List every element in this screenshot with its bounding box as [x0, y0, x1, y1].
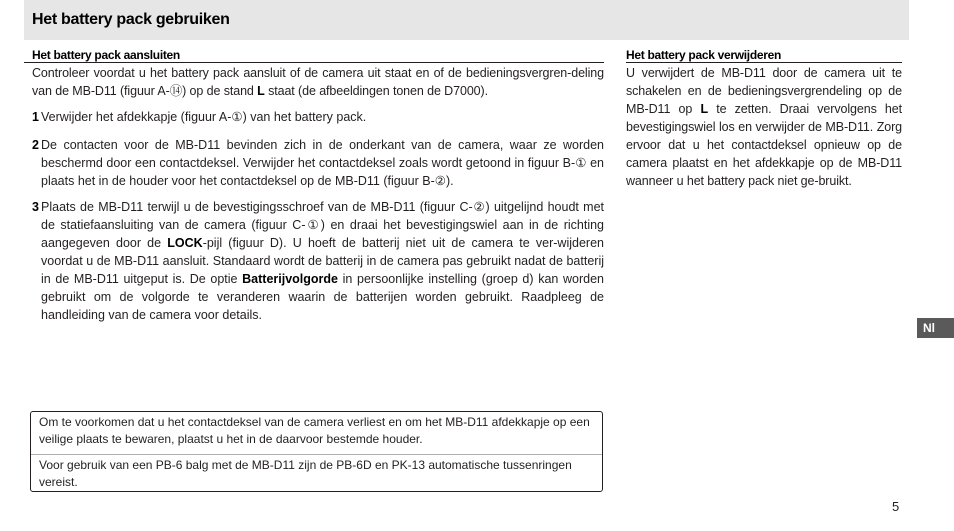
attach-intro-text-c: staat (de afbeeldingen tonen de D7000). — [264, 84, 488, 98]
page-number: 5 — [892, 499, 900, 514]
step-3 — [32, 198, 604, 324]
step-2-number: 2 — [32, 138, 39, 152]
attach-heading: Het battery pack aansluiten — [32, 48, 180, 62]
step-2-text: De contacten voor de MB-D11 bevinden zich in de onderkant van de camera, waar ze worden beschermd door een contactdeksel. Verwijder het contactdeksel zoals wordt getoond in figuur B-① en plaats het in de houder voor het contactdeksel op de MB-D11 (figuur B-②). — [41, 138, 604, 188]
step-3-text-a: Plaats de MB-D11 terwijl u de bevestigingsschroef van de MB-D11 (figuur C-②) uitgelijnd houdt met de statiefaansluiting van de camera (figuur C-①) en draai het bevestigingswiel aan in de richting aangegeven door de — [41, 200, 604, 250]
battery-order-option: Batterijvolgorde — [242, 272, 338, 286]
step-3-text-b: -pijl (figuur D). U hoeft de batterij niet uit de camera te ver-wijderen voordat u de MB-D11 aansluit. Standaard wordt de batterij in de camera pas gebruikt nadat de batterij in de MB-D11 uitgeput is. De optie — [41, 236, 604, 286]
remove-text-c: te zetten. Draai vervolgens het bevestigingswiel los en verwijder de MB-D11. Zorg ervoor dat u het contactdeksel opnieuw op de camera plaatst en het afdekkapje op de MB-D11 wanneer u het battery pack niet ge-bruikt. — [626, 102, 903, 188]
step-1-text: Verwijder het afdekkapje (figuur A-①) van het battery pack. — [41, 110, 367, 124]
remove-text-a: U verwijdert de MB-D11 door de camera uit te schakelen en de bedieningsvergrendeling op de MB-D11 op — [626, 66, 902, 116]
lock-label: LOCK — [167, 236, 203, 250]
step-1-number: 1 — [32, 110, 39, 124]
remove-heading: Het battery pack verwijderen — [626, 48, 782, 62]
note-box — [30, 411, 603, 492]
attach-heading-rule — [24, 62, 604, 63]
step-3-text-c: in persoonlijke instelling (groep d) kan worden gebruikt om de volgorde te veranderen waarin de batterijen worden gebruikt. Raadpleeg de handleiding van de camera voor details. — [41, 272, 604, 322]
header-bar — [24, 0, 909, 40]
step-1 — [32, 108, 604, 126]
language-tab: Nl — [917, 318, 954, 338]
note-1: Om te voorkomen dat u het contactdeksel van de camera verliest en om het MB-D11 afdekkapje op een veilige plaats te bewaren, plaatst u het in de daarvoor bestemde houder. — [39, 415, 590, 446]
page-title: Het battery pack gebruiken — [32, 11, 230, 28]
attach-intro-text-a: Controleer voordat u het battery pack aansluit of de camera uit staat en of de bedieningsvergren-deling van de MB-D11 (figuur A-⑭) op de stand — [32, 66, 604, 98]
remove-heading-rule — [626, 62, 902, 63]
step-3-text — [41, 198, 604, 324]
step-3-number: 3 — [32, 200, 39, 214]
remove-lock-position-l: L — [700, 102, 708, 116]
step-2 — [32, 136, 604, 190]
attach-intro — [32, 64, 604, 100]
note-divider — [31, 454, 602, 455]
remove-text — [626, 64, 902, 190]
note-2: Voor gebruik van een PB-6 balg met de MB-D11 zijn de PB-6D en PK-13 automatische tussenringen vereist. — [39, 458, 572, 489]
lock-position-l: L — [257, 84, 265, 98]
